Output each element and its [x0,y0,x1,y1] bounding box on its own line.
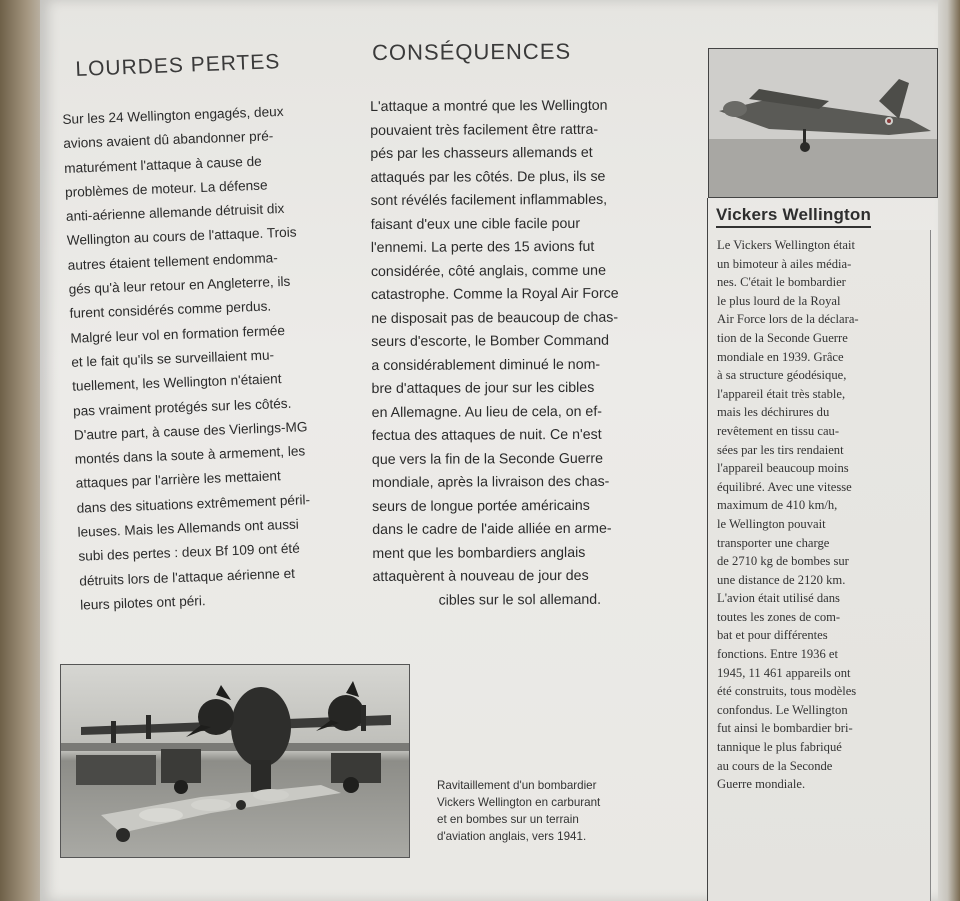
photo-bomber-refuelling [60,664,410,858]
text-line: dans le cadre de l'aide alliée en arme- [372,520,612,538]
text-line: attaques par l'arrière les mettaient [75,468,282,492]
sidebar-line: à sa structure géodésique, [717,368,847,383]
sidebar-line: transporter une charge [717,535,830,550]
sidebar-line: mondiale en 1939. Grâce [717,349,844,364]
text-line: gés qu'à leur retour en Angleterre, ils [68,273,291,297]
text-line: leurs pilotes ont péri. [79,593,206,613]
sidebar-line: le plus lourd de la Royal [717,293,841,308]
text-line: que vers la fin de la Seconde Guerre [371,450,604,468]
text-line: L'attaque a montré que les Wellington [370,97,608,115]
sidebar-line: nes. C'était le bombardier [717,275,846,290]
sidebar-line: tion de la Seconde Guerre [717,330,848,345]
photo-bomber-refuelling-image [61,665,409,857]
text-line: mondiale, après la livraison des chas- [371,473,610,491]
text-line: ne disposait pas de beaucoup de chas- [371,309,619,327]
sidebar-line: toutes les zones de com- [717,609,841,624]
text-line: détruits lors de l'attaque aérienne et [79,565,296,589]
sidebar-line: fut ainsi le bombardier bri- [717,721,853,736]
next-page-edge [935,0,960,901]
sidebar-line: l'appareil était très stable, [717,386,846,401]
text-line: Wellington au cours de l'attaque. Trois [66,224,297,249]
caption-line: Ravitaillement d'un bombardier [437,779,597,792]
sidebar-line: été construits, tous modèles [717,684,857,699]
text-line: maturément l'attaque à cause de [63,153,262,176]
text-line: pés par les chasseurs allemands et [370,144,593,162]
text-line: dans des situations extrêmement péril- [76,491,311,516]
sidebar-line: au cours de la Seconde [717,758,833,773]
text-line: pas vraiment protégés sur les côtés. [72,395,292,419]
text-line: sont révélés facilement inflammables, [370,191,608,209]
text-line: Malgré leur vol en formation fermée [70,322,286,346]
text-line: en Allemagne. Au lieu de cela, on ef- [371,403,603,421]
caption-line: d'aviation anglais, vers 1941. [437,830,587,843]
text-line: D'autre part, à cause des Vierlings-MG [73,419,308,443]
text-line: montés dans la soute à armement, les [74,443,306,467]
text-line: faisant d'eux une cible facile pour [370,215,581,233]
text-line: seurs d'escorte, le Bomber Command [371,332,610,350]
photo-vickers-wellington-image [709,49,937,197]
text-line: l'ennemi. La perte des 15 avions fut [370,238,595,256]
text-line: problèmes de moteur. La défense [64,177,268,200]
sidebar-line: Le Vickers Wellington était [717,238,856,252]
text-line: attaquèrent à nouveau de jour des [372,567,589,585]
photo-vickers-wellington [708,48,938,198]
text-line: anti-aérienne allemande détruisit dix [65,201,285,225]
sidebar-line: un bimoteur à ailes média- [717,256,852,271]
text-line: pouvaient très facilement être rattra- [370,121,599,139]
text-line: furent considérés comme perdus. [69,298,272,322]
caption-line: et en bombes sur un terrain [437,813,579,826]
sidebar-line: revêtement en tissu cau- [717,423,840,438]
sidebar-line: le Wellington pouvait [717,516,826,531]
sidebar-line: Air Force lors de la déclara- [717,312,859,327]
sidebar-title: Vickers Wellington [716,205,871,228]
text-line: Sur les 24 Wellington engagés, deux [62,103,284,127]
heading-lourdes-pertes: LOURDES PERTES [75,50,281,81]
text-line: fectua des attaques de nuit. Ce n'est [371,426,602,444]
caption-line: Vickers Wellington en carburant [437,796,601,809]
sidebar-line: confondus. Le Wellington [717,702,848,717]
photo-caption [437,777,667,845]
text-line: leuses. Mais les Allemands ont aussi [77,516,300,540]
text-line: seurs de longue portée américains [372,497,590,515]
text-line: catastrophe. Comme la Royal Air Force [371,285,619,303]
text-line: autres étaient tellement endomma- [67,249,278,273]
text-line: subi des pertes : deux Bf 109 ont été [78,540,301,565]
sidebar-line: équilibré. Avec une vitesse [717,479,852,494]
sidebar-line: l'appareil beaucoup moins [717,461,849,476]
sidebar-line: maximum de 410 km/h, [717,498,838,513]
sidebar-line: L'avion était utilisé dans [717,591,840,606]
heading-consequences: CONSÉQUENCES [372,38,572,65]
sidebar-text [717,236,917,794]
text-line: tuellement, les Wellington n'étaient [71,371,282,395]
sidebar-line: de 2710 kg de bombes sur [717,554,849,569]
text-line: cibles sur le sol allemand. [438,591,602,609]
text-line: bre d'attaques de jour sur les cibles [371,379,595,397]
text-line: avions avaient dû abandonner pré- [63,128,274,152]
text-line: a considérablement diminué le nom- [371,356,601,374]
text-line: considérée, côté anglais, comme une [370,262,606,280]
sidebar-line: tannique le plus fabriqué [717,740,842,755]
text-line: ment que les bombardiers anglais [372,544,586,562]
sidebar-line: 1945, 11 461 appareils ont [717,665,851,680]
text-column-middle [370,94,678,613]
text-line: et le fait qu'ils se surveillaient mu- [71,347,275,370]
sidebar-line: sées par les tirs rendaient [717,442,844,457]
sidebar-line: mais les déchirures du [717,405,830,420]
text-column-left [62,97,369,617]
sidebar-line: fonctions. Entre 1936 et [717,647,839,662]
text-line: attaqués par les côtés. De plus, ils se [370,168,606,186]
sidebar-line: bat et pour différentes [717,628,828,643]
sidebar-line: une distance de 2120 km. [717,572,846,587]
sidebar-line: Guerre mondiale. [717,777,806,792]
